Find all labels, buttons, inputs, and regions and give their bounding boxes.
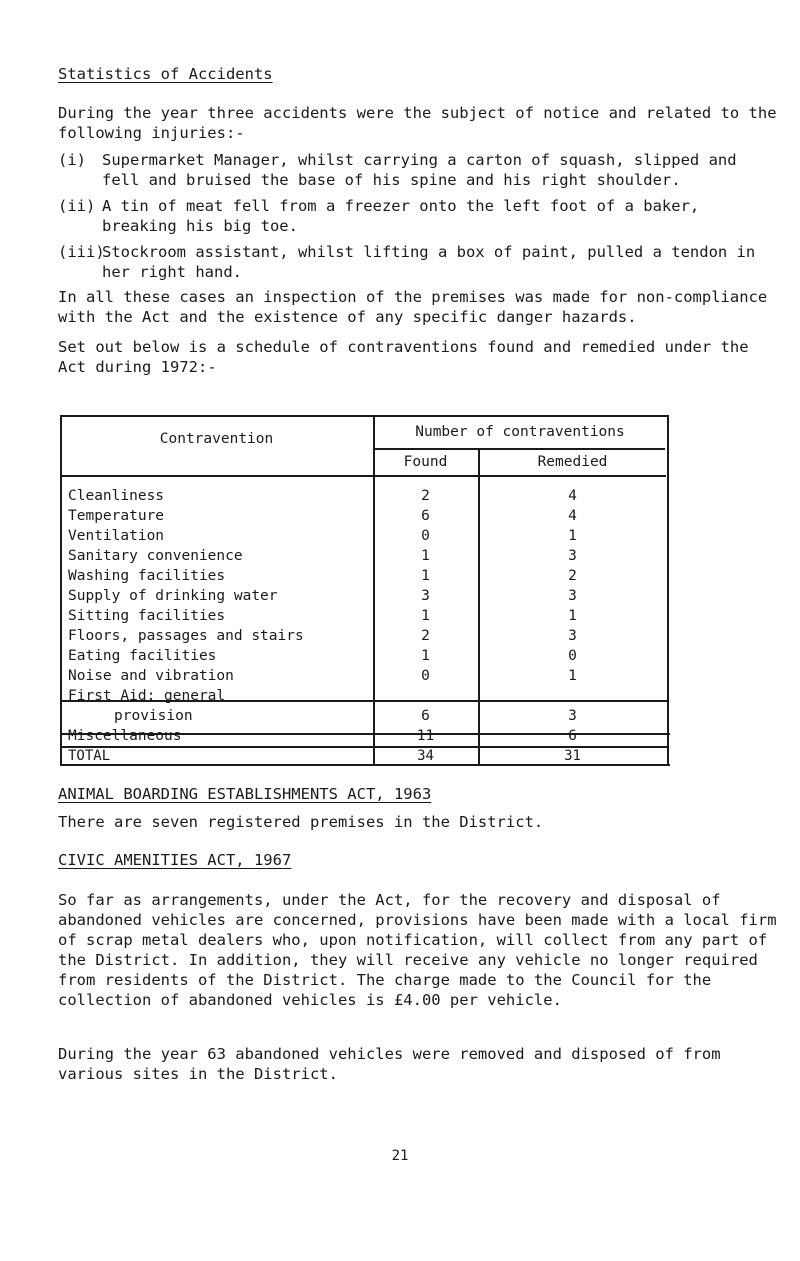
row-remedied: 3 bbox=[568, 628, 577, 644]
total-found: 34 bbox=[417, 748, 434, 764]
row-found: 3 bbox=[421, 588, 430, 604]
row-remedied: 4 bbox=[568, 508, 577, 524]
row-label: Floors, passages and stairs bbox=[68, 628, 304, 644]
row-label: Sanitary convenience bbox=[68, 548, 243, 564]
item-text: Stockroom assistant, whilst lifting a box of paint, pulled a tendon in her right hand. bbox=[102, 243, 756, 281]
row-found: 2 bbox=[421, 628, 430, 644]
row-found: 0 bbox=[421, 668, 430, 684]
page-number: 21 bbox=[391, 1148, 409, 1164]
row-found: 2 bbox=[421, 488, 430, 504]
item-text: Supermarket Manager, whilst carrying a carton of squash, slipped and fell and bruised the base of his spine and his right shoulder. bbox=[102, 151, 737, 189]
header-contravention: Contravention bbox=[159, 431, 274, 447]
animal-heading: ANIMAL BOARDING ESTABLISHMENTS ACT, 1963 bbox=[58, 785, 432, 803]
row-remedied: 2 bbox=[568, 568, 577, 584]
row-found: 1 bbox=[421, 568, 430, 584]
row-found: 1 bbox=[421, 548, 430, 564]
row-remedied: 1 bbox=[568, 668, 577, 684]
row-label: Noise and vibration bbox=[68, 668, 234, 684]
item-number: (i) bbox=[58, 151, 86, 169]
row-label: Washing facilities bbox=[68, 568, 226, 584]
row-found: 0 bbox=[421, 528, 430, 544]
row-remedied: 0 bbox=[568, 648, 577, 664]
row-remedied: 3 bbox=[568, 708, 577, 724]
header-found: Found bbox=[403, 454, 448, 470]
row-label: Supply of drinking water bbox=[68, 588, 278, 604]
row-found: 6 bbox=[421, 508, 430, 524]
inspection-paragraph: In all these cases an inspection of the premises was made for non-compliance with the Act and the existence of any specific danger hazards. bbox=[58, 288, 768, 326]
civic-heading: CIVIC AMENITIES ACT, 1967 bbox=[58, 851, 292, 869]
row-remedied: 6 bbox=[568, 728, 577, 744]
total-remedied: 31 bbox=[564, 748, 581, 764]
row-found: 11 bbox=[416, 728, 435, 744]
row-remedied: 3 bbox=[568, 588, 577, 604]
civic-paragraph-1: So far as arrangements, under the Act, for the recovery and disposal of abandoned vehicles are concerned, provisions have been made with a local firm of scrap metal dealers who, upon notification, will collect from any part of the District. In addition, they will receive any vehicle no longer required from residents of the District. The charge made to the Council for the collection of abandoned vehicles is £4.00 per vehicle. bbox=[58, 891, 777, 1009]
header-number: Number of contraventions bbox=[415, 424, 625, 440]
contraventions-table bbox=[58, 415, 670, 738]
animal-text: There are seven registered premises in the District. bbox=[58, 813, 544, 831]
subheader-rule bbox=[374, 448, 665, 450]
item-number: (ii) bbox=[58, 197, 96, 215]
row-label: provision bbox=[114, 708, 193, 724]
row-label: Miscellaneous bbox=[68, 728, 182, 744]
row-label: Ventilation bbox=[68, 528, 165, 544]
right-rule bbox=[667, 415, 669, 735]
total-label: TOTAL bbox=[68, 748, 111, 764]
row-found: 6 bbox=[421, 708, 430, 724]
left-rule-ext bbox=[60, 735, 62, 765]
accidents-intro: During the year three accidents were the subject of notice and related to the following injuries:- bbox=[58, 104, 777, 142]
row-remedied: 1 bbox=[568, 608, 577, 624]
left-rule bbox=[60, 415, 62, 735]
table-top-rule bbox=[60, 415, 668, 417]
row-remedied: 4 bbox=[568, 488, 577, 504]
row-remedied: 3 bbox=[568, 548, 577, 564]
row-remedied: 1 bbox=[568, 528, 577, 544]
right-rule-ext bbox=[667, 735, 669, 765]
item-text: A tin of meat fell from a freezer onto the left foot of a baker, breaking his big toe. bbox=[102, 197, 700, 235]
row-label: First Aid: general bbox=[68, 688, 226, 704]
header-remedied: Remedied bbox=[537, 454, 608, 470]
accidents-heading: Statistics of Accidents bbox=[58, 65, 273, 83]
row-label: Temperature bbox=[68, 508, 165, 524]
row-label: Eating facilities bbox=[68, 648, 217, 664]
schedule-intro: Set out below is a schedule of contraventions found and remedied under the Act during 1972:- bbox=[58, 338, 749, 376]
civic-paragraph-2: During the year 63 abandoned vehicles were removed and disposed of from various sites in the District. bbox=[58, 1045, 721, 1083]
row-found: 1 bbox=[421, 648, 430, 664]
row-label: Cleanliness bbox=[68, 488, 165, 504]
row-found: 1 bbox=[421, 608, 430, 624]
header-rule bbox=[60, 475, 666, 477]
item-number: (iii) bbox=[58, 243, 105, 261]
row-label: Sitting facilities bbox=[68, 608, 226, 624]
